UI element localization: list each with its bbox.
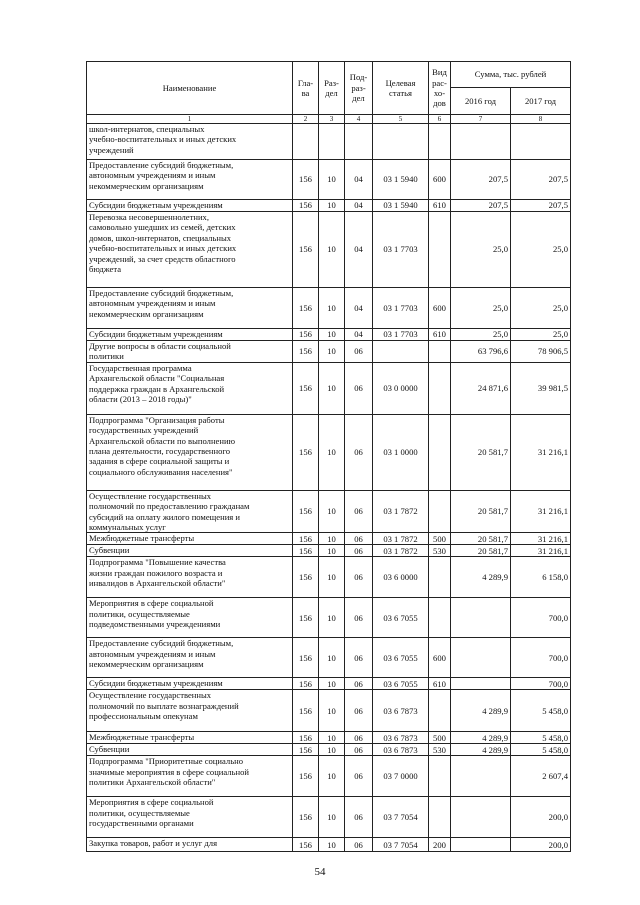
row-vid	[429, 490, 451, 533]
header-razdel: Раз- дел	[319, 62, 345, 115]
row-statya: 03 6 7873	[373, 690, 429, 732]
column-number-row	[87, 115, 571, 124]
row-podrazdel: 06	[345, 557, 373, 598]
row-sum-2016: 20 581,7	[451, 414, 511, 490]
column-number: 6	[429, 115, 451, 124]
row-glava: 156	[293, 678, 319, 690]
row-podrazdel: 06	[345, 756, 373, 797]
row-vid	[429, 557, 451, 598]
row-vid	[429, 756, 451, 797]
row-sum-2017: 700,0	[511, 678, 571, 690]
row-name: Закупка товаров, работ и услуг для	[87, 838, 293, 852]
table-row	[87, 690, 571, 732]
header-name: Наименование	[87, 62, 293, 115]
row-glava: 156	[293, 797, 319, 838]
row-statya: 03 6 7873	[373, 744, 429, 756]
row-glava: 156	[293, 288, 319, 329]
row-glava: 156	[293, 598, 319, 638]
row-sum-2016: 207,5	[451, 200, 511, 212]
row-name: Межбюджетные трансферты	[87, 533, 293, 545]
row-glava: 156	[293, 732, 319, 744]
row-podrazdel: 04	[345, 329, 373, 341]
row-glava: 156	[293, 160, 319, 200]
budget-table	[86, 61, 571, 852]
row-razdel: 10	[319, 329, 345, 341]
row-vid: 600	[429, 638, 451, 678]
row-vid: 600	[429, 288, 451, 329]
row-glava: 156	[293, 638, 319, 678]
row-glava: 156	[293, 341, 319, 363]
row-podrazdel: 04	[345, 288, 373, 329]
header-2016: 2016 год	[451, 88, 511, 115]
row-vid: 530	[429, 744, 451, 756]
column-number: 4	[345, 115, 373, 124]
row-podrazdel: 06	[345, 638, 373, 678]
row-sum-2016: 25,0	[451, 329, 511, 341]
row-glava: 156	[293, 838, 319, 852]
row-razdel: 10	[319, 744, 345, 756]
table-row	[87, 329, 571, 341]
row-sum-2017: 25,0	[511, 212, 571, 288]
header-glava: Гла- ва	[293, 62, 319, 115]
row-podrazdel: 06	[345, 598, 373, 638]
row-sum-2017: 31 216,1	[511, 414, 571, 490]
row-sum-2016: 20 581,7	[451, 533, 511, 545]
row-podrazdel: 06	[345, 678, 373, 690]
row-name: Межбюджетные трансферты	[87, 732, 293, 744]
row-sum-2017: 78 906,5	[511, 341, 571, 363]
row-glava: 156	[293, 212, 319, 288]
row-statya: 03 1 5940	[373, 160, 429, 200]
row-razdel: 10	[319, 545, 345, 557]
row-podrazdel: 04	[345, 160, 373, 200]
row-razdel: 10	[319, 797, 345, 838]
row-statya: 03 1 7703	[373, 288, 429, 329]
row-podrazdel: 06	[345, 744, 373, 756]
row-name: Подпрограмма "Приоритетные социально значимые мероприятия в сфере социальной политики Архангельской области"	[87, 756, 293, 797]
row-name: Другие вопросы в области социальной политики	[87, 341, 293, 363]
table-row	[87, 212, 571, 288]
row-podrazdel: 04	[345, 200, 373, 212]
table-row	[87, 490, 571, 533]
row-sum-2017: 25,0	[511, 329, 571, 341]
row-razdel: 10	[319, 160, 345, 200]
row-razdel: 10	[319, 362, 345, 414]
row-sum-2017: 2 607,4	[511, 756, 571, 797]
row-name: школ-интернатов, специальных учебно-воспитательных и иных детских учреждений	[87, 124, 293, 160]
row-sum-2016: 207,5	[451, 160, 511, 200]
row-podrazdel: 06	[345, 362, 373, 414]
row-sum-2016	[451, 838, 511, 852]
row-name: Предоставление субсидий бюджетным, автономным учреждениям и иным некоммерческим организациям	[87, 160, 293, 200]
row-glava: 156	[293, 557, 319, 598]
table-row	[87, 732, 571, 744]
row-name: Осуществление государственных полномочий по выплате вознаграждений профессиональным опекунам	[87, 690, 293, 732]
row-glava: 156	[293, 200, 319, 212]
column-number: 8	[511, 115, 571, 124]
row-sum-2017: 200,0	[511, 838, 571, 852]
row-sum-2016: 20 581,7	[451, 545, 511, 557]
row-razdel: 10	[319, 490, 345, 533]
row-sum-2017: 5 458,0	[511, 732, 571, 744]
row-razdel: 10	[319, 533, 345, 545]
row-sum-2016	[451, 678, 511, 690]
column-number: 5	[373, 115, 429, 124]
row-razdel	[319, 124, 345, 160]
header-2017: 2017 год	[511, 88, 571, 115]
header-statya: Целевая статья	[373, 62, 429, 115]
row-vid: 610	[429, 678, 451, 690]
row-podrazdel: 06	[345, 341, 373, 363]
table-row	[87, 200, 571, 212]
table-row	[87, 414, 571, 490]
row-name: Перевозка несовершеннолетних, самовольно ушедших из семей, детских домов, школ-интернатов, специальных учебно-воспитательных и иных детских учреждений, за счет средств областного бюджета	[87, 212, 293, 288]
row-sum-2017: 200,0	[511, 797, 571, 838]
row-name: Предоставление субсидий бюджетным, автономным учреждениям и иным некоммерческим организациям	[87, 288, 293, 329]
row-name: Предоставление субсидий бюджетным, автономным учреждениям и иным некоммерческим организациям	[87, 638, 293, 678]
row-name: Субсидии бюджетным учреждениям	[87, 200, 293, 212]
row-razdel: 10	[319, 690, 345, 732]
row-sum-2016: 4 289,9	[451, 744, 511, 756]
row-statya: 03 1 5940	[373, 200, 429, 212]
row-statya: 03 7 7054	[373, 838, 429, 852]
row-vid: 610	[429, 329, 451, 341]
row-sum-2017: 39 981,5	[511, 362, 571, 414]
row-razdel: 10	[319, 732, 345, 744]
row-razdel: 10	[319, 414, 345, 490]
row-sum-2017: 6 158,0	[511, 557, 571, 598]
row-statya: 03 1 7703	[373, 212, 429, 288]
row-sum-2017	[511, 124, 571, 160]
row-name: Подпрограмма "Повышение качества жизни граждан пожилого возраста и инвалидов в Архангельской области"	[87, 557, 293, 598]
row-glava: 156	[293, 362, 319, 414]
table-row	[87, 797, 571, 838]
row-vid	[429, 341, 451, 363]
row-name: Осуществление государственных полномочий по предоставлению гражданам субсидий на оплату жилого помещения и коммунальных услуг	[87, 490, 293, 533]
row-podrazdel: 06	[345, 533, 373, 545]
row-glava: 156	[293, 756, 319, 797]
header-podrazdel: Под- раз- дел	[345, 62, 373, 115]
row-name: Подпрограмма "Организация работы государственных учреждений Архангельской области по выполнению плана деятельности, государственного задания в сфере социальной защиты и социального обслуживания населения"	[87, 414, 293, 490]
row-vid	[429, 362, 451, 414]
row-sum-2017: 700,0	[511, 598, 571, 638]
row-sum-2017: 207,5	[511, 160, 571, 200]
row-vid	[429, 797, 451, 838]
row-sum-2016: 63 796,6	[451, 341, 511, 363]
table-row	[87, 533, 571, 545]
row-vid	[429, 690, 451, 732]
row-statya: 03 1 7872	[373, 490, 429, 533]
row-vid: 530	[429, 545, 451, 557]
row-sum-2017: 31 216,1	[511, 545, 571, 557]
row-podrazdel: 06	[345, 797, 373, 838]
row-razdel: 10	[319, 598, 345, 638]
row-sum-2016	[451, 598, 511, 638]
row-vid	[429, 414, 451, 490]
row-sum-2016	[451, 638, 511, 678]
row-podrazdel: 06	[345, 545, 373, 557]
header-summa: Сумма, тыс. рублей	[451, 62, 571, 88]
row-sum-2016: 24 871,6	[451, 362, 511, 414]
row-sum-2017: 5 458,0	[511, 744, 571, 756]
table-row	[87, 678, 571, 690]
header-row-1	[87, 62, 571, 88]
row-sum-2016: 25,0	[451, 212, 511, 288]
row-statya: 03 1 7703	[373, 329, 429, 341]
row-sum-2016: 25,0	[451, 288, 511, 329]
row-razdel: 10	[319, 200, 345, 212]
row-name: Мероприятия в сфере социальной политики, осуществляемые подведомственными учреждениями	[87, 598, 293, 638]
row-vid: 500	[429, 533, 451, 545]
column-number: 1	[87, 115, 293, 124]
row-statya: 03 6 7055	[373, 678, 429, 690]
table-row	[87, 638, 571, 678]
row-glava: 156	[293, 533, 319, 545]
table-row	[87, 598, 571, 638]
row-statya	[373, 341, 429, 363]
row-sum-2016: 4 289,9	[451, 690, 511, 732]
row-podrazdel: 06	[345, 838, 373, 852]
table-row	[87, 557, 571, 598]
row-sum-2017: 5 458,0	[511, 690, 571, 732]
row-podrazdel: 06	[345, 490, 373, 533]
row-razdel: 10	[319, 756, 345, 797]
table-row	[87, 756, 571, 797]
table-row	[87, 288, 571, 329]
budget-table-body	[87, 124, 571, 852]
row-statya: 03 1 0000	[373, 414, 429, 490]
row-statya	[373, 124, 429, 160]
row-sum-2016	[451, 797, 511, 838]
row-sum-2016: 20 581,7	[451, 490, 511, 533]
row-statya: 03 0 0000	[373, 362, 429, 414]
row-vid: 500	[429, 732, 451, 744]
row-glava: 156	[293, 690, 319, 732]
row-glava: 156	[293, 414, 319, 490]
row-glava: 156	[293, 329, 319, 341]
row-name: Субвенции	[87, 545, 293, 557]
row-vid	[429, 124, 451, 160]
table-row	[87, 362, 571, 414]
row-razdel: 10	[319, 838, 345, 852]
row-name: Государственная программа Архангельской области "Социальная поддержка граждан в Архангельской области (2013 – 2018 годы)"	[87, 362, 293, 414]
row-sum-2016	[451, 756, 511, 797]
table-row	[87, 341, 571, 363]
row-sum-2016	[451, 124, 511, 160]
row-statya: 03 7 7054	[373, 797, 429, 838]
row-statya: 03 7 0000	[373, 756, 429, 797]
table-row	[87, 744, 571, 756]
row-vid: 600	[429, 160, 451, 200]
row-statya: 03 1 7872	[373, 545, 429, 557]
row-name: Субсидии бюджетным учреждениям	[87, 678, 293, 690]
row-sum-2016: 4 289,9	[451, 557, 511, 598]
row-glava: 156	[293, 744, 319, 756]
row-vid	[429, 212, 451, 288]
row-statya: 03 6 0000	[373, 557, 429, 598]
row-sum-2017: 25,0	[511, 288, 571, 329]
row-razdel: 10	[319, 288, 345, 329]
page-number: 54	[314, 866, 326, 878]
row-sum-2017: 207,5	[511, 200, 571, 212]
table-row	[87, 124, 571, 160]
row-razdel: 10	[319, 212, 345, 288]
row-vid: 200	[429, 838, 451, 852]
column-number: 3	[319, 115, 345, 124]
row-podrazdel: 04	[345, 212, 373, 288]
row-statya: 03 6 7055	[373, 638, 429, 678]
row-razdel: 10	[319, 638, 345, 678]
column-number: 7	[451, 115, 511, 124]
row-podrazdel	[345, 124, 373, 160]
row-sum-2017: 700,0	[511, 638, 571, 678]
table-row	[87, 545, 571, 557]
row-razdel: 10	[319, 557, 345, 598]
row-podrazdel: 06	[345, 690, 373, 732]
row-podrazdel: 06	[345, 414, 373, 490]
row-name: Мероприятия в сфере социальной политики, осуществляемые государственными органами	[87, 797, 293, 838]
row-razdel: 10	[319, 678, 345, 690]
row-glava: 156	[293, 490, 319, 533]
row-vid	[429, 598, 451, 638]
row-vid: 610	[429, 200, 451, 212]
table-row	[87, 160, 571, 200]
row-glava: 156	[293, 545, 319, 557]
header-vid: Вид рас- хо- дов	[429, 62, 451, 115]
row-razdel: 10	[319, 341, 345, 363]
row-glava	[293, 124, 319, 160]
table-row	[87, 838, 571, 852]
row-statya: 03 6 7873	[373, 732, 429, 744]
row-name: Субсидии бюджетным учреждениям	[87, 329, 293, 341]
row-podrazdel: 06	[345, 732, 373, 744]
row-sum-2016: 4 289,9	[451, 732, 511, 744]
row-sum-2017: 31 216,1	[511, 533, 571, 545]
row-statya: 03 1 7872	[373, 533, 429, 545]
row-sum-2017: 31 216,1	[511, 490, 571, 533]
row-name: Субвенции	[87, 744, 293, 756]
column-number: 2	[293, 115, 319, 124]
row-statya: 03 6 7055	[373, 598, 429, 638]
